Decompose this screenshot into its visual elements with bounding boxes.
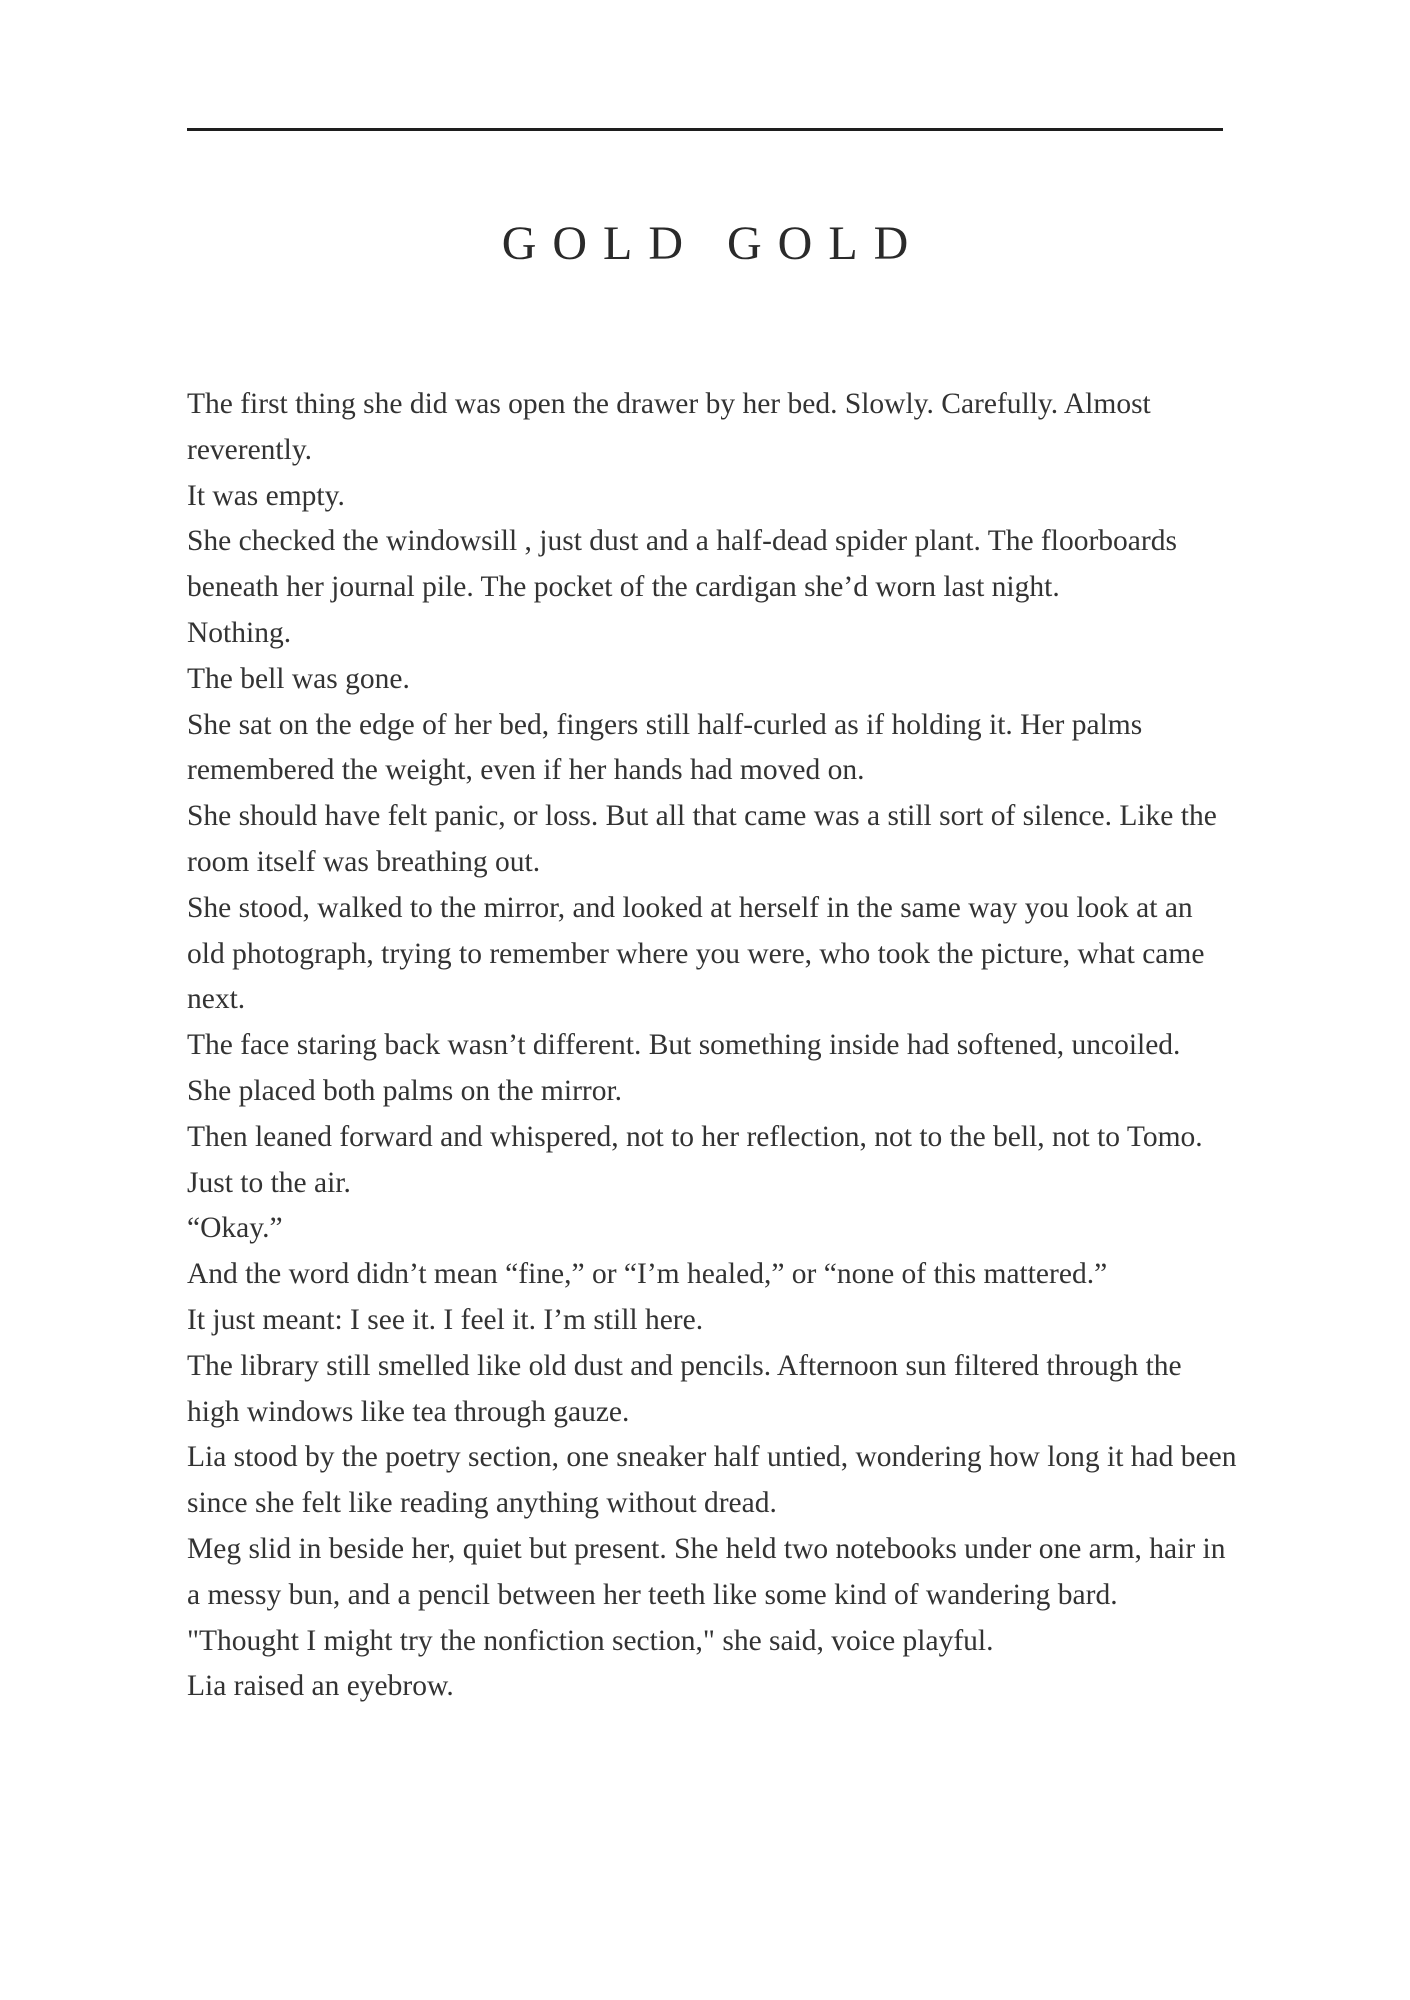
paragraph: Nothing. (187, 616, 292, 649)
paragraph: It just meant: I see it. I feel it. I’m still here. (187, 1303, 704, 1336)
paragraph: Lia stood by the poetry section, one sneaker half untied, wondering how long it had been since she felt like reading anything without dread. (187, 1441, 1237, 1520)
paragraph: Then leaned forward and whispered, not to her reflection, not to the bell, not to Tomo. (187, 1120, 1203, 1153)
paragraph: She should have felt panic, or loss. But all that came was a still sort of silence. Like the room itself was breathing out. (187, 800, 1217, 878)
story-body (187, 382, 1237, 1710)
paragraph: She checked the windowsill , just dust and a half-dead spider plant. The floorboards beneath her journal pile. The pocket of the cardigan she’d worn last night. (187, 525, 1177, 604)
paragraph: The first thing she did was open the drawer by her bed. Slowly. Carefully. Almost reverently. (187, 388, 1151, 466)
paragraph: She stood, walked to the mirror, and looked at herself in the same way you look at an old photograph, trying to remember where you were, who took the picture, what came next. (187, 891, 1205, 1016)
paragraph: Just to the air. (187, 1166, 351, 1199)
paragraph: “Okay.” (187, 1212, 283, 1245)
paragraph: Lia raised an eyebrow. (187, 1670, 454, 1703)
paragraph: It was empty. (187, 479, 345, 512)
paragraph: Meg slid in beside her, quiet but present. She held two notebooks under one arm, hair in a messy bun, and a pencil between her teeth like some kind of wandering bard. (187, 1532, 1226, 1611)
chapter-title: GOLD GOLD (501, 217, 925, 270)
top-divider (187, 128, 1223, 131)
paragraph: She placed both palms on the mirror. (187, 1074, 623, 1107)
paragraph: And the word didn’t mean “fine,” or “I’m healed,” or “none of this mattered.” (187, 1258, 1108, 1291)
paragraph: She sat on the edge of her bed, fingers still half-curled as if holding it. Her palms remembered the weight, even if her hands had moved on. (187, 708, 1143, 787)
paragraph: The face staring back wasn’t different. But something inside had softened, uncoiled. (187, 1029, 1181, 1062)
paragraph: The library still smelled like old dust and pencils. Afternoon sun filtered through the high windows like tea through gauze. (187, 1349, 1182, 1428)
paragraph: "Thought I might try the nonfiction section," she said, voice playful. (187, 1624, 994, 1657)
paragraph: The bell was gone. (187, 662, 410, 695)
